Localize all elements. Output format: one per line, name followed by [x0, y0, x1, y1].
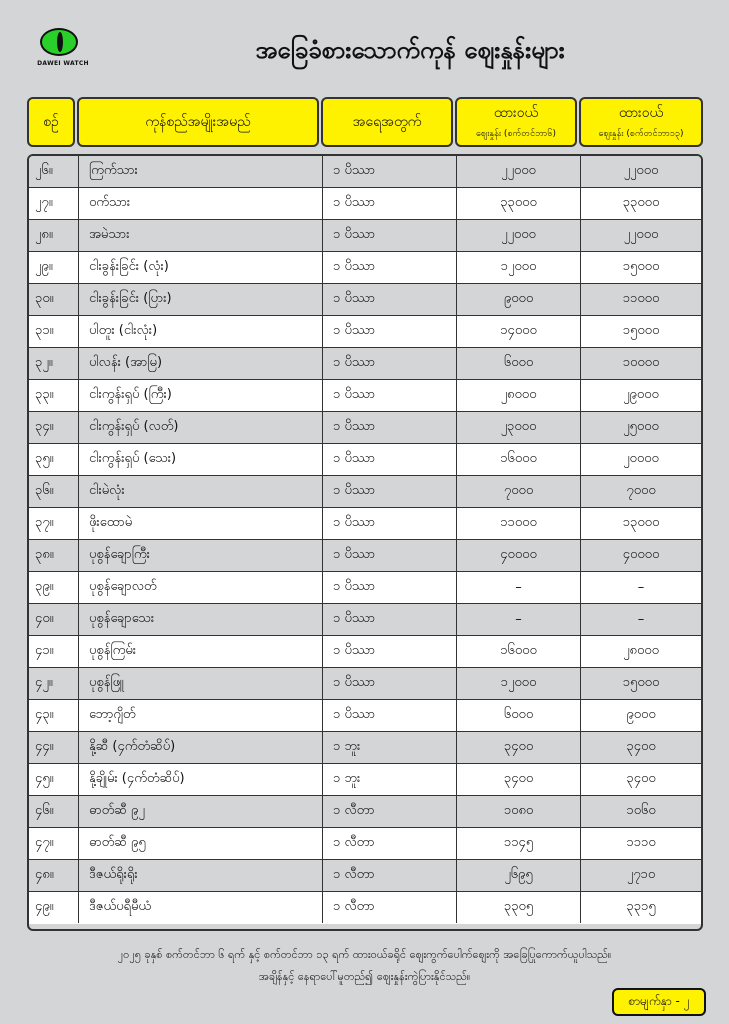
column-header-price-sep6-label: ထားဝယ် [493, 105, 539, 121]
cell-quantity: ၁ ပိဿာ [323, 444, 457, 475]
cell-number: ၄၆။ [29, 796, 79, 827]
cell-price-sep6: ၁၀၈၀ [457, 796, 581, 827]
cell-quantity: ၁ လီတာ [323, 892, 457, 923]
cell-quantity: ၁ ပိဿာ [323, 380, 457, 411]
cell-price-sep13: ၁၅၀၀၀ [622, 259, 660, 274]
table-row [29, 380, 701, 412]
cell-item-name: ငါးခွန်းခြင်း (ပြား) [79, 284, 323, 315]
page-title: အခြေခံစားသောက်ကုန် ဈေးနှုန်းများ [255, 36, 565, 64]
cell-price-sep6: ၂၈၀၀၀ [457, 380, 581, 411]
cell-quantity: ၁ ပိဿာ [323, 476, 457, 507]
cell-price-sep13: ၁၀၀၀၀ [622, 355, 660, 370]
cell-number: ၄၅။ [29, 764, 79, 795]
cell-quantity: ၁ ပိဿာ [323, 412, 457, 443]
cell-price-sep6: ၄၀၀၀၀ [457, 540, 581, 571]
cell-price-sep6: ၁၂၀၀၀ [457, 668, 581, 699]
cell-item-name: ငါးမဲလုံး [79, 476, 323, 507]
cell-item-name: ပါလန်း (အာမြ) [79, 348, 323, 379]
column-header-no [27, 97, 75, 147]
cell-price-sep6: ၂၃၀၀၀ [457, 412, 581, 443]
cell-number: ၃၈။ [29, 540, 79, 571]
cell-item-name: ငါးခွန်းခြင်း (လုံး) [79, 252, 323, 283]
pupil-mark [57, 32, 63, 52]
cell-price-sep13: ၂၅၀၀၀ [623, 419, 659, 434]
cell-number: ၃၇။ [29, 508, 79, 539]
cell-quantity: ၁ ပိဿာ [323, 156, 457, 187]
cell-quantity: ၁ ပိဿာ [323, 252, 457, 283]
cell-item-name: ပုစွန်ချောလတ် [79, 572, 323, 603]
cell-item-name: နို့ချိုမ်း (၄က်တံဆိပ်) [79, 764, 323, 795]
column-header-price-sep13 [579, 97, 703, 147]
cell-price-sep13: – [637, 580, 645, 595]
cell-quantity: ၁ ပိဿာ [323, 572, 457, 603]
cell-number: ၃၉။ [29, 572, 79, 603]
column-header-item [77, 97, 319, 147]
cell-number: ၃၁။ [29, 316, 79, 347]
cell-price-sep13: ၃၄၀၀ [626, 739, 656, 754]
cell-quantity: ၁ ပိဿာ [323, 668, 457, 699]
cell-item-name: ဝက်သား [79, 188, 323, 219]
cell-quantity: ၁ ပိဿာ [323, 700, 457, 731]
cell-price-sep13: ၃၃၀၀၀ [622, 195, 660, 210]
table-row [29, 700, 701, 732]
cell-item-name: ဖိုးထောမဲ [79, 508, 323, 539]
table-row [29, 732, 701, 764]
cell-quantity: ၁ လီတာ [323, 860, 457, 891]
cell-price-sep13: ၇၀၀၀ [626, 483, 656, 498]
cell-item-name: ပုစွန်ချောသေး [79, 604, 323, 635]
cell-number: ၂၉။ [29, 252, 79, 283]
brand-logo [28, 26, 98, 76]
cell-item-name: ဒီဇယ်ရိုးရိုး [79, 860, 323, 891]
table-row [29, 668, 701, 700]
cell-price-sep13: ၁၁၁၀ [626, 835, 656, 850]
cell-quantity: ၁ ပိဿာ [323, 636, 457, 667]
cell-price-sep6: ၁၆၀၀၀ [457, 444, 581, 475]
footer-line-1: ၂၀၂၅ ခုနှစ် စက်တင်ဘာ ၆ ရက် နှင့် စက်တင်ဘာ ၁၃ ရက် ထားဝယ်ခရိုင် ဈေးကွက်ပေါက်ဈေးကို အခြေပြုကောက်ယူပါသည်။ [117, 948, 612, 961]
table-row [29, 156, 701, 188]
cell-price-sep13: ၂၇၁၀ [626, 867, 656, 882]
cell-price-sep6: – [457, 604, 581, 635]
cell-item-name: ပါတူး (ငါးလုံး) [79, 316, 323, 347]
column-header-price-sep13-label: ထားဝယ် [618, 105, 664, 121]
cell-price-sep13: ၃၄၀၀ [626, 771, 656, 786]
cell-price-sep13: ၉၀၀၀ [626, 707, 656, 722]
cell-price-sep13: ၂၈၀၀၀ [623, 643, 659, 658]
cell-item-name: ဘော့ဂျိတ် [79, 700, 323, 731]
cell-price-sep13: ၃၃၁၅ [626, 899, 656, 914]
cell-item-name: ဓာတ်ဆီ ၉၂ [79, 796, 323, 827]
cell-price-sep13: ၁၀၆၀ [626, 803, 656, 818]
cell-price-sep13: ၂၉၀၀၀ [623, 387, 659, 402]
table-row [29, 188, 701, 220]
cell-number: ၃၅။ [29, 444, 79, 475]
cell-quantity: ၁ လီတာ [323, 796, 457, 827]
cell-quantity: ၁ ဘူး [323, 764, 457, 795]
table-row [29, 860, 701, 892]
column-header-quantity [321, 97, 453, 147]
table-row [29, 348, 701, 380]
cell-item-name: ငါးကွန်းရှပ် (သေး) [79, 444, 323, 475]
table-row [29, 764, 701, 796]
cell-price-sep13: ၄၀၀၀၀ [622, 547, 660, 562]
cell-item-name: ကြက်သား [79, 156, 323, 187]
footer-line-2: အချိန်နှင့် နေရာပေါ်မူတည်၍ ဈေးနှုန်းကွဲပြားနိုင်သည်။ [258, 970, 471, 983]
column-header-quantity-label: အရေအတွက် [352, 113, 422, 130]
cell-quantity: ၁ ပိဿာ [323, 188, 457, 219]
cell-number: ၄၂။ [29, 668, 79, 699]
cell-quantity: ၁ ပိဿာ [323, 348, 457, 379]
cell-price-sep6: ၂၂၀၀၀ [457, 156, 581, 187]
table-row [29, 796, 701, 828]
cell-price-sep6: ၆၀၀၀ [457, 700, 581, 731]
cell-quantity: ၁ ပိဿာ [323, 284, 457, 315]
cell-item-name: နို့ဆီ (၄က်တံဆိပ်) [79, 732, 323, 763]
cell-quantity: ၁ လီတာ [323, 828, 457, 859]
cell-price-sep6: ၁၆၀၀၀ [457, 636, 581, 667]
cell-number: ၃၆။ [29, 476, 79, 507]
cell-price-sep6: ၇၀၀၀ [457, 476, 581, 507]
cell-price-sep6: ၃၄၀၀ [457, 732, 581, 763]
cell-price-sep6: ၂၆၉၅ [457, 860, 581, 891]
cell-price-sep6: ၁၁၀၀၀ [457, 508, 581, 539]
column-header-no-label: စဉ် [43, 113, 59, 130]
cell-price-sep6: ၆၀၀၀ [457, 348, 581, 379]
cell-number: ၄၄။ [29, 732, 79, 763]
cell-number: ၄၀။ [29, 604, 79, 635]
cell-number: ၄၇။ [29, 828, 79, 859]
cell-item-name: ငါးကွန်းရှပ် (လတ်) [79, 412, 323, 443]
page-number-badge: စာမျက်နှာ - ၂ [612, 988, 706, 1016]
cell-price-sep6: ၃၄၀၀ [457, 764, 581, 795]
cell-quantity: ၁ ပိဿာ [323, 604, 457, 635]
cell-quantity: ၁ ဘူး [323, 732, 457, 763]
column-header-item-label: ကုန်စည်အမျိုးအမည် [145, 113, 251, 130]
table-row [29, 540, 701, 572]
cell-quantity: ၁ ပိဿာ [323, 540, 457, 571]
table-row [29, 252, 701, 284]
table-header [27, 97, 703, 147]
table-row [29, 892, 701, 924]
cell-price-sep13: ၂၂၀၀၀ [623, 227, 659, 242]
cell-number: ၂၆။ [29, 156, 79, 187]
cell-number: ၃၀။ [29, 284, 79, 315]
green-eye-icon [40, 28, 78, 56]
cell-price-sep13: ၁၅၀၀၀ [622, 675, 660, 690]
footer-note [0, 944, 729, 988]
cell-number: ၃၄။ [29, 412, 79, 443]
cell-item-name: ပုစွန်ကြမ်း [79, 636, 323, 667]
table-row [29, 572, 701, 604]
cell-item-name: ဒီဇယ်ပရီမီယံ [79, 892, 323, 923]
cell-item-name: ပုစွန်ဖြူ [79, 668, 323, 699]
column-header-price-sep6 [455, 97, 577, 147]
cell-number: ၂၈။ [29, 220, 79, 251]
cell-number: ၄၈။ [29, 860, 79, 891]
table-row [29, 444, 701, 476]
brand-name: DAWEI WATCH [37, 60, 89, 67]
table-row [29, 828, 701, 860]
cell-item-name: ဓာတ်ဆီ ၉၅ [79, 828, 323, 859]
page-header [0, 0, 729, 92]
cell-price-sep6: ၁၁၄၅ [457, 828, 581, 859]
table-row [29, 604, 701, 636]
cell-price-sep13: ၁၅၀၀၀ [622, 323, 660, 338]
cell-price-sep6: ၁၂၀၀၀ [457, 252, 581, 283]
cell-item-name: အမဲသား [79, 220, 323, 251]
price-table [27, 154, 703, 931]
cell-price-sep6: ၁၄၀၀၀ [457, 316, 581, 347]
column-header-price-sep13-sub: ဈေးနှုန်း (စက်တင်ဘာ၁၃) [598, 129, 684, 139]
cell-price-sep13: – [637, 612, 645, 627]
cell-quantity: ၁ ပိဿာ [323, 220, 457, 251]
cell-price-sep6: ၃၃၀၅ [457, 892, 581, 923]
cell-number: ၃၃။ [29, 380, 79, 411]
cell-price-sep6: ၉၀၀၀ [457, 284, 581, 315]
cell-number: ၄၁။ [29, 636, 79, 667]
cell-price-sep6: – [457, 572, 581, 603]
table-row [29, 284, 701, 316]
table-row [29, 220, 701, 252]
cell-price-sep13: ၂၀၀၀၀ [623, 451, 659, 466]
table-row [29, 316, 701, 348]
cell-number: ၄၉။ [29, 892, 79, 923]
cell-price-sep13: ၁၃၀၀၀ [622, 515, 660, 530]
cell-price-sep13: ၁၁၀၀၀ [622, 291, 660, 306]
cell-quantity: ၁ ပိဿာ [323, 508, 457, 539]
cell-price-sep6: ၃၃၀၀၀ [457, 188, 581, 219]
table-row [29, 412, 701, 444]
cell-number: ၂၇။ [29, 188, 79, 219]
cell-item-name: ပုစွန်ချောကြီး [79, 540, 323, 571]
table-row [29, 508, 701, 540]
cell-price-sep13: ၂၂၀၀၀ [623, 163, 659, 178]
table-row [29, 636, 701, 668]
cell-item-name: ငါးကွန်းရှပ် (ကြီး) [79, 380, 323, 411]
cell-number: ၃၂။ [29, 348, 79, 379]
cell-quantity: ၁ ပိဿာ [323, 316, 457, 347]
table-row [29, 476, 701, 508]
cell-price-sep6: ၂၂၀၀၀ [457, 220, 581, 251]
column-header-price-sep6-sub: ဈေးနှုန်း (စက်တင်ဘာ၆) [475, 129, 557, 139]
cell-number: ၄၃။ [29, 700, 79, 731]
